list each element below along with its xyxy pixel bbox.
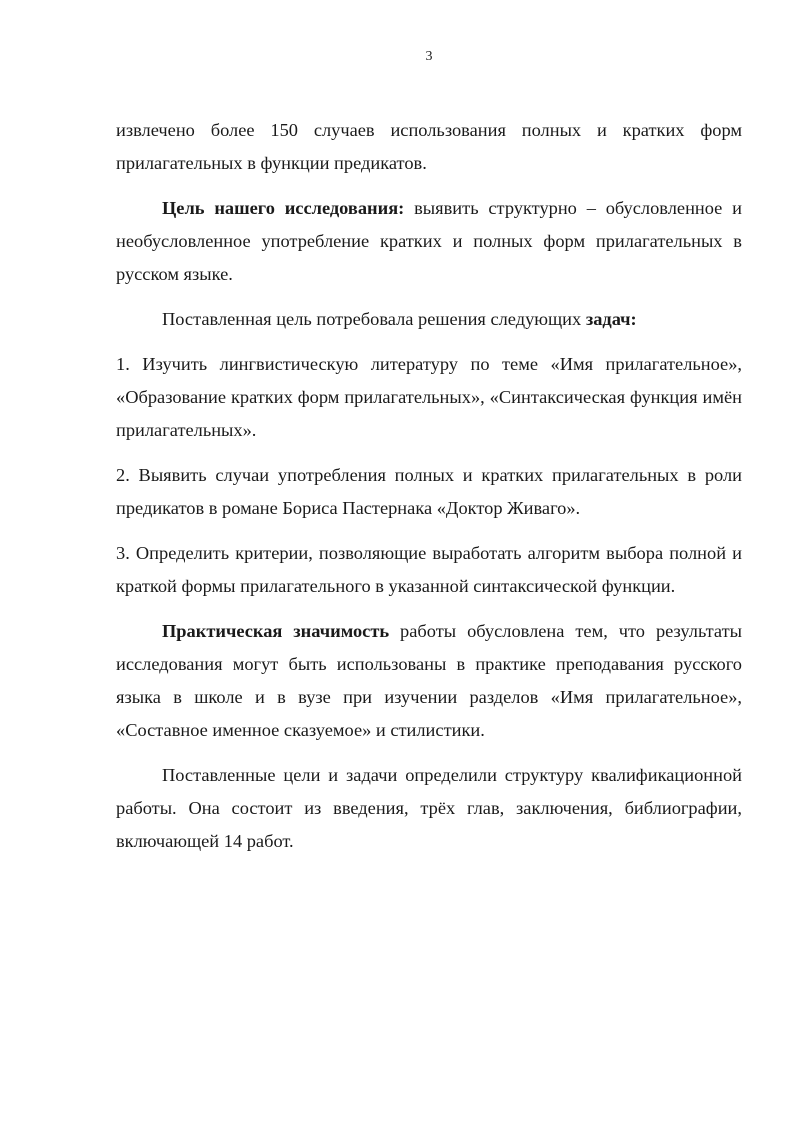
task-item-3: 3. Определить критерии, позволяющие выработать алгоритм выбора полной и краткой формы прилагательного в указанной синтаксической функции. (116, 543, 742, 596)
page-number: 3 (425, 49, 433, 64)
tasks-heading: задач: (585, 309, 637, 329)
task-item-1: 1. Изучить лингвистическую литературу по теме «Имя прилагательное», «Образование кратких форм прилагательных», «Синтаксическая функция имён прилагательных». (116, 354, 742, 440)
document-body (116, 114, 742, 870)
paragraph-tasks-intro (116, 303, 742, 336)
task-item-2: 2. Выявить случаи употребления полных и кратких прилагательных в роли предикатов в романе Бориса Пастернака «Доктор Живаго». (116, 465, 742, 518)
paragraph-corpus: извлечено более 150 случаев использования полных и кратких форм прилагательных в функции предикатов. (116, 120, 742, 173)
significance-text: работы обусловлена тем, что результаты исследования могут быть использованы в практике преподавания русского языка в школе и в вузе при изучении разделов «Имя прилагательное», «Составное именное сказуемое» и стилистики. (116, 621, 742, 740)
paragraph-significance (116, 615, 742, 747)
paragraph-structure: Поставленные цели и задачи определили структуру квалификационной работы. Она состоит из введения, трёх глав, заключения, библиографии, включающей 14 работ. (116, 765, 742, 851)
tasks-intro-text: Поставленная цель потребовала решения следующих (162, 309, 586, 329)
goal-text: выявить структурно – обусловленное и необусловленное употребление кратких и полных форм прилагательных в русском языке. (116, 198, 742, 284)
goal-heading: Цель нашего исследования: (162, 198, 405, 218)
significance-heading: Практическая значимость (162, 621, 390, 641)
paragraph-goal (116, 192, 742, 291)
